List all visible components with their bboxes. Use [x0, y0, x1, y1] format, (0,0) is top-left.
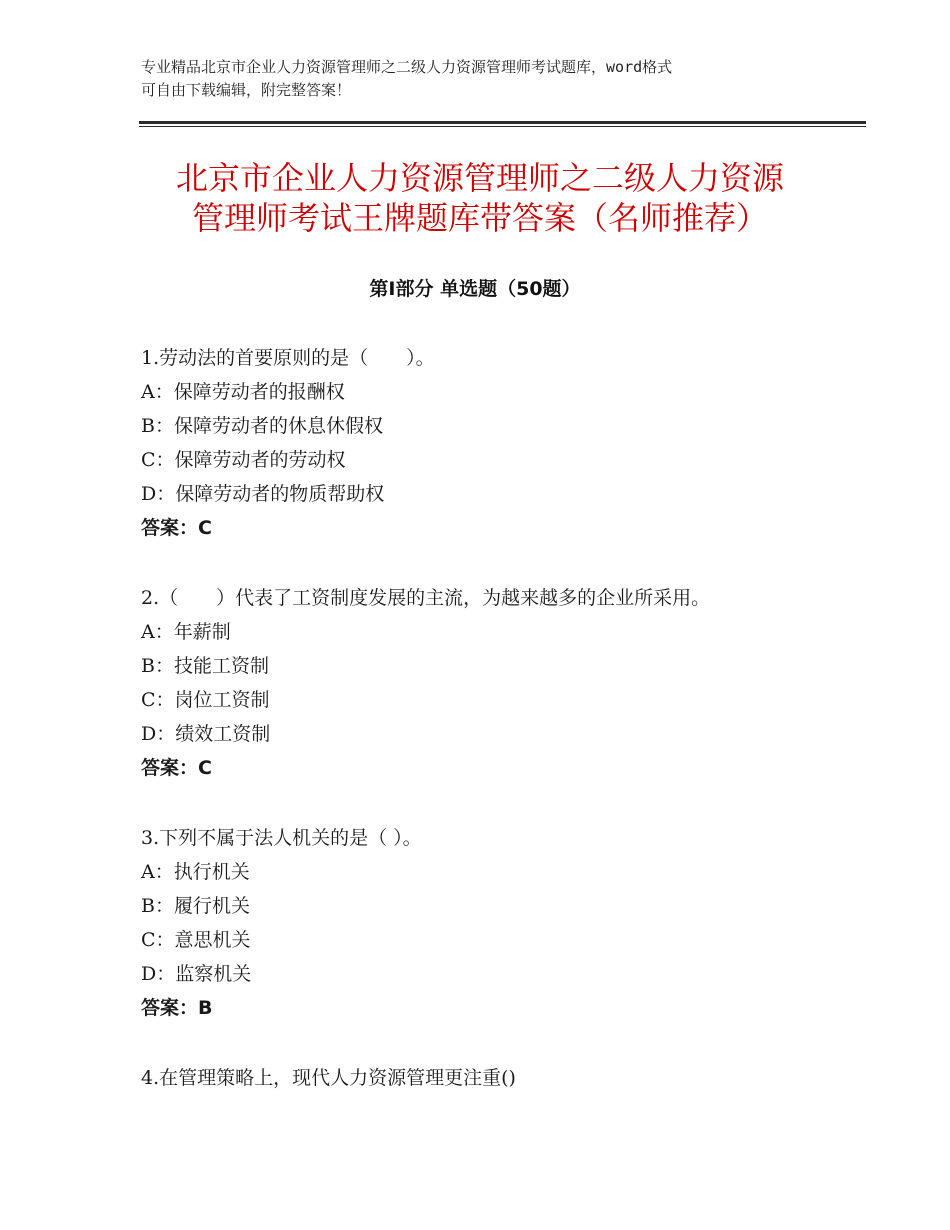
- option-c: C：意思机关: [141, 929, 251, 951]
- answer: 答案：C: [141, 757, 212, 779]
- option-b: B：保障劳动者的休息休假权: [141, 415, 383, 437]
- option-b: B：履行机关: [141, 895, 250, 917]
- header-note-line-2: 可自由下载编辑，附完整答案！: [141, 81, 352, 99]
- document-title-line-2: 管理师考试王牌题库带答案（名师推荐）: [191, 199, 768, 237]
- option-d: D：监察机关: [141, 963, 252, 985]
- document-title: [140, 158, 820, 238]
- option-c: C：保障劳动者的劳动权: [141, 449, 346, 471]
- option-d: D：保障劳动者的物质帮助权: [141, 483, 385, 505]
- question-2: [141, 581, 841, 785]
- answer: 答案：C: [141, 517, 212, 539]
- option-a: A：执行机关: [141, 861, 250, 883]
- question-list: [141, 341, 841, 1131]
- option-d: D：绩效工资制: [141, 723, 271, 745]
- question-stem: 3.下列不属于法人机关的是（ ）。: [141, 827, 422, 849]
- header-rule-thin: [139, 126, 866, 127]
- header-rule-thick: [139, 121, 866, 124]
- header-note-line-1: 专业精品北京市企业人力资源管理师之二级人力资源管理师考试题库，word格式: [141, 58, 673, 76]
- question-4: [141, 1061, 841, 1095]
- option-a: A：年薪制: [141, 621, 231, 643]
- section-title: 第Ⅰ部分 单选题（50题）: [369, 278, 581, 300]
- question-1: [141, 341, 841, 545]
- question-3: [141, 821, 841, 1025]
- option-c: C：岗位工资制: [141, 689, 270, 711]
- question-stem: 4.在管理策略上，现代人力资源管理更注重(): [141, 1067, 516, 1089]
- answer: 答案：B: [141, 997, 213, 1019]
- option-b: B：技能工资制: [141, 655, 269, 677]
- document-title-line-1: 北京市企业人力资源管理师之二级人力资源: [175, 159, 784, 197]
- question-stem: 2.（ ）代表了工资制度发展的主流，为越来越多的企业所采用。: [141, 587, 711, 609]
- option-a: A：保障劳动者的报酬权: [141, 381, 345, 403]
- header-note: [141, 56, 821, 102]
- question-stem: 1.劳动法的首要原则的是（ ）。: [141, 347, 435, 369]
